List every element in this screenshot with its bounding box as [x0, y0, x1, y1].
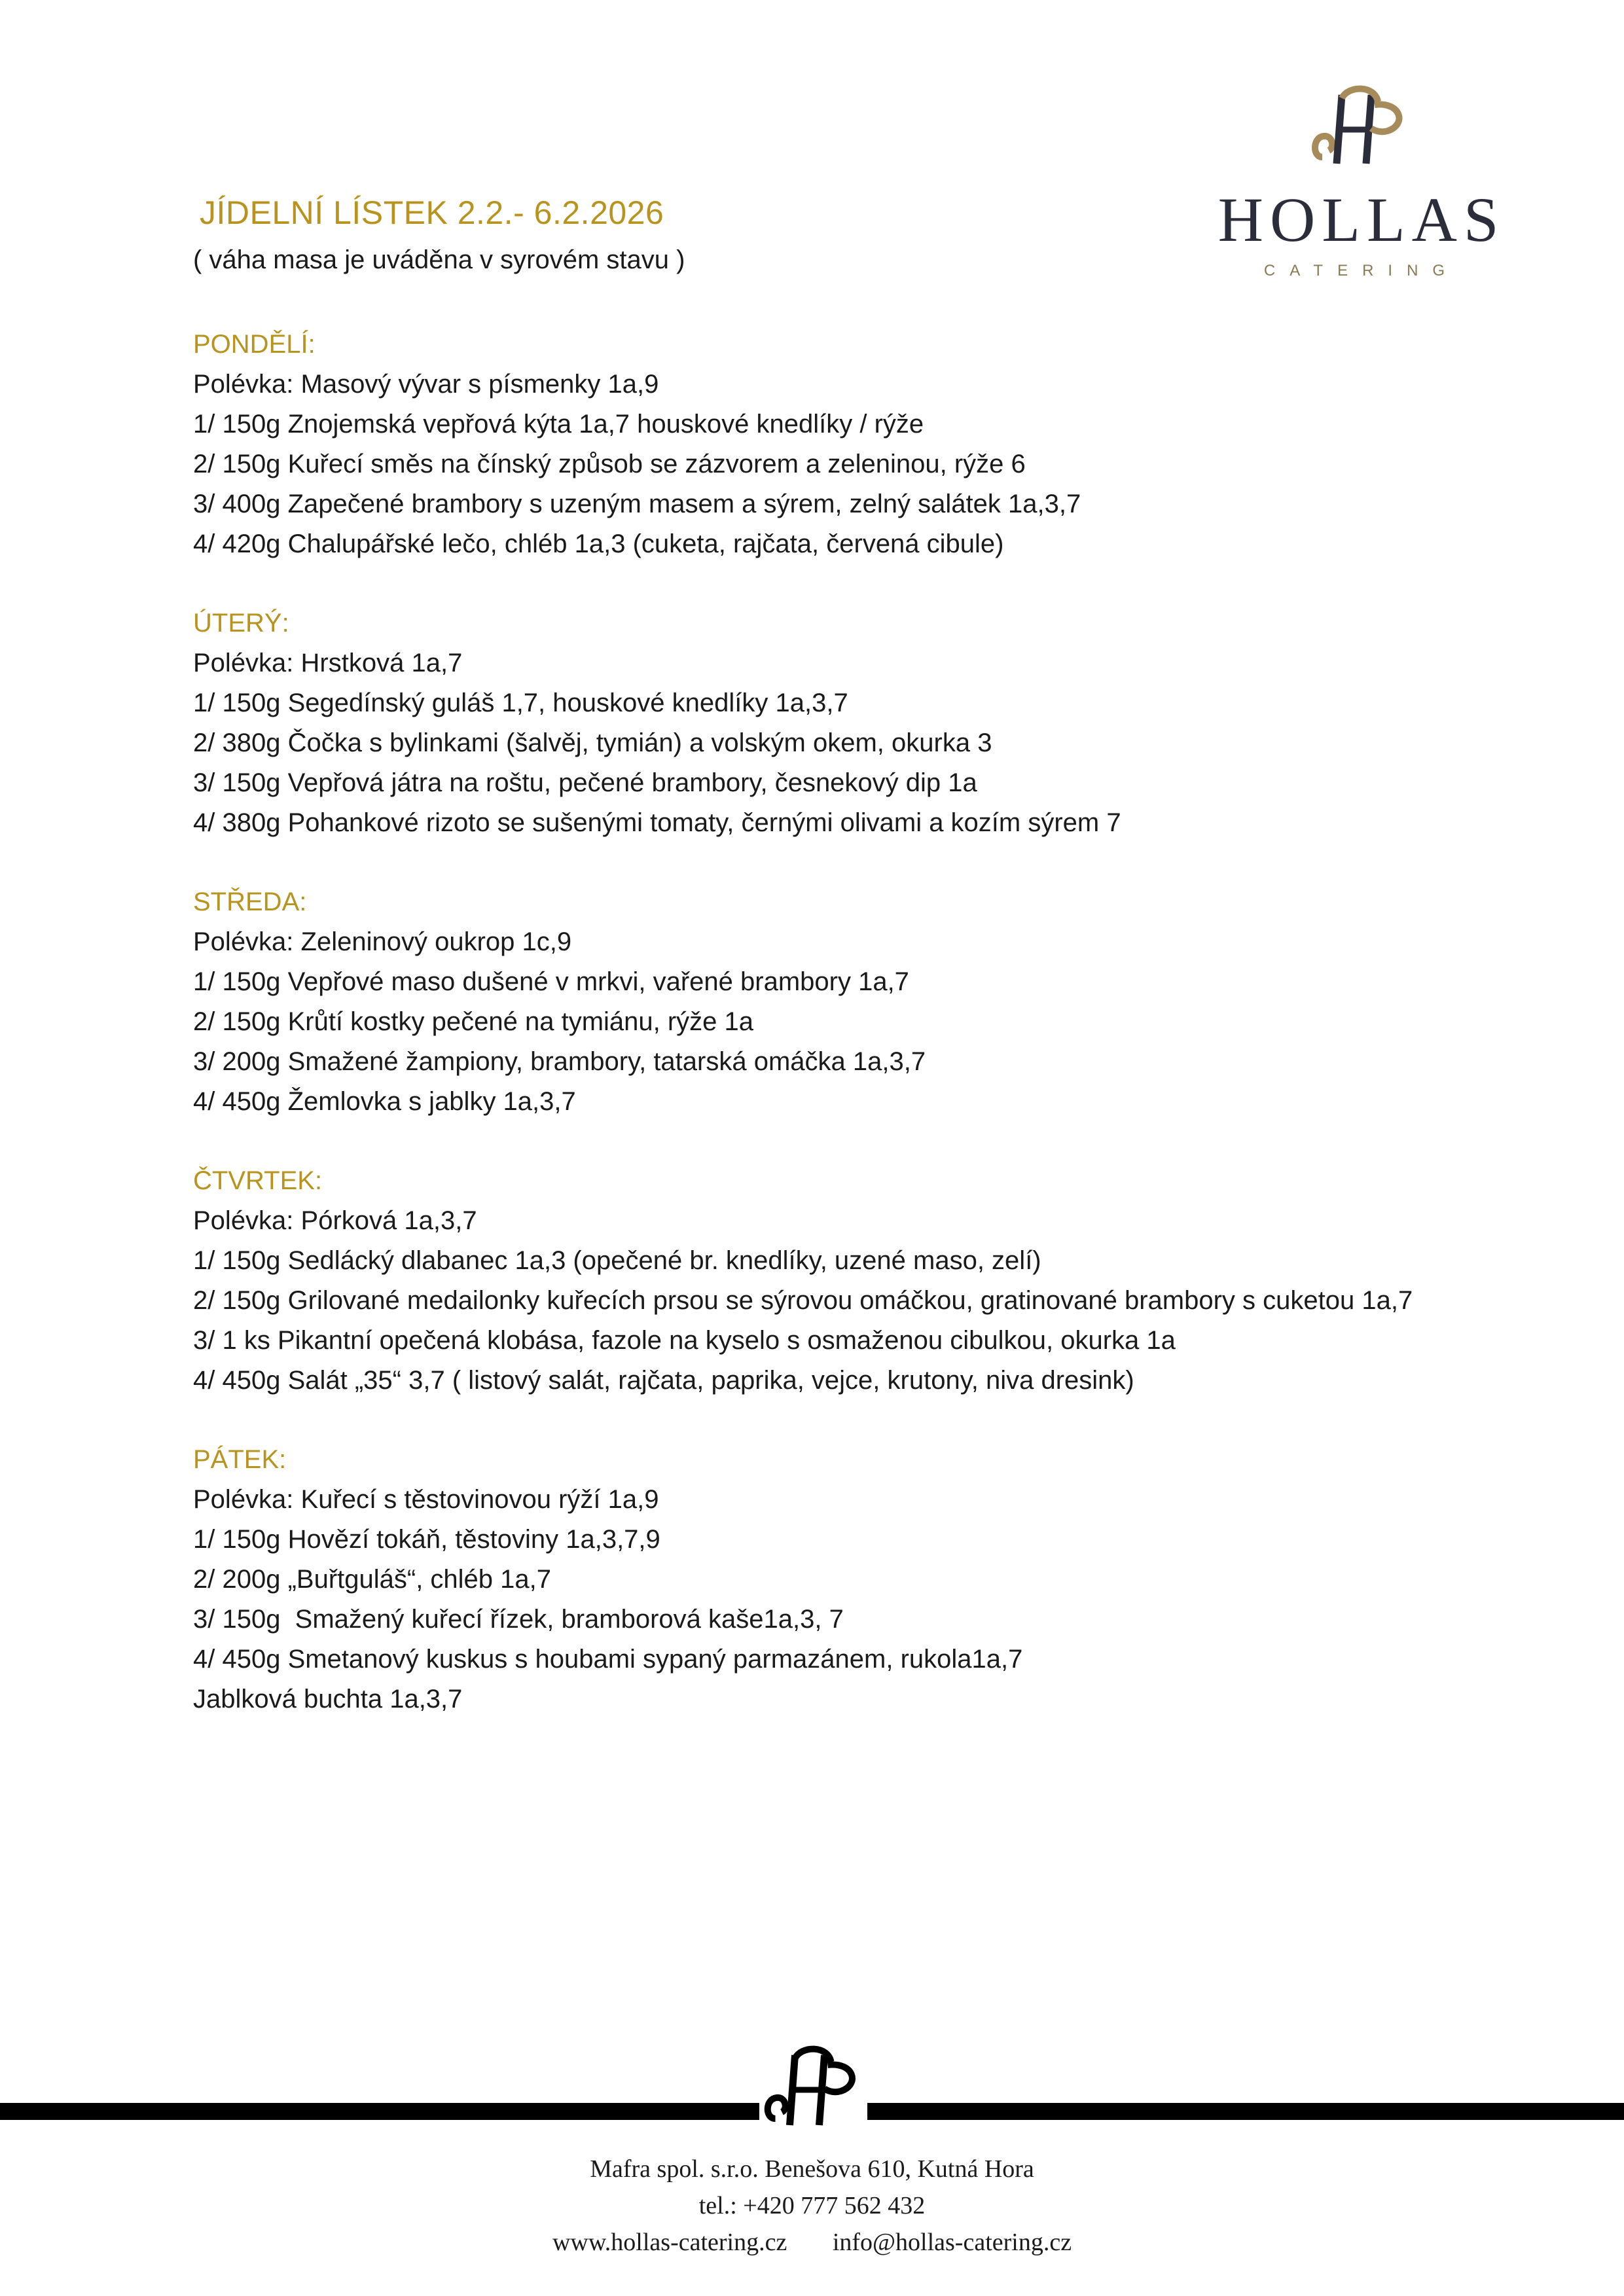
menu-item: 2/ 150g Krůtí kostky pečené na tymiánu, rýže 1a — [193, 1007, 754, 1036]
footer-monogram-icon — [759, 2045, 867, 2140]
logo-subtitle: CATERING — [1263, 262, 1460, 279]
hollas-logo — [1218, 79, 1506, 288]
menu-item: Polévka: Masový vývar s písmenky 1a,9 — [193, 370, 659, 399]
menu-item: 4/ 420g Chalupářské lečo, chléb 1a,3 (cuketa, rajčata, červená cibule) — [193, 529, 1004, 558]
menu-item: 1/ 150g Segedínský guláš 1,7, houskové knedlíky 1a,3,7 — [193, 689, 848, 717]
day-name: PÁTEK: — [193, 1445, 287, 1474]
menu-item: 1/ 150g Znojemská vepřová kýta 1a,7 houskové knedlíky / rýže — [193, 410, 924, 439]
logo-wordmark: HOLLAS — [1218, 185, 1506, 255]
day-monday — [193, 325, 1502, 564]
menu-item: 2/ 380g Čočka s bylinkami (šalvěj, tymián) a volským okem, okurka 3 — [193, 728, 992, 757]
day-name: ÚTERÝ: — [193, 609, 289, 637]
day-friday — [193, 1440, 1502, 1719]
day-wednesday — [193, 882, 1502, 1122]
menu-item: 1/ 150g Sedlácký dlabanec 1a,3 (opečené br. knedlíky, uzené maso, zelí) — [193, 1246, 1041, 1275]
menu-item: Polévka: Pórková 1a,3,7 — [193, 1206, 477, 1235]
day-name: ČTVRTEK: — [193, 1166, 323, 1195]
hollas-monogram-icon — [1309, 85, 1414, 177]
menu-item: 4/ 380g Pohankové rizoto se sušenými tomaty, černými olivami a kozím sýrem 7 — [193, 808, 1121, 837]
menu-item: 3/ 150g Smažený kuřecí řízek, bramborová kaše1a,3, 7 — [193, 1605, 844, 1634]
day-name: STŘEDA: — [193, 888, 307, 916]
footer-contacts — [0, 2228, 1624, 2257]
footer-website-link[interactable]: www.hollas-catering.cz — [552, 2229, 787, 2256]
footer-email-link[interactable]: info@hollas-catering.cz — [832, 2229, 1072, 2256]
menu-item: 4/ 450g Salát „35“ 3,7 ( listový salát, rajčata, paprika, vejce, krutony, niva dresink) — [193, 1366, 1134, 1395]
footer-address: Mafra spol. s.r.o. Benešova 610, Kutná Hora — [590, 2155, 1034, 2183]
menu-item: 2/ 150g Kuřecí směs na čínský způsob se zázvorem a zeleninou, rýže 6 — [193, 450, 1026, 478]
day-name: PONDĚLÍ: — [193, 330, 316, 359]
day-thursday — [193, 1161, 1502, 1401]
day-tuesday — [193, 603, 1502, 843]
footer-phone: tel.: +420 777 562 432 — [698, 2192, 926, 2219]
menu-item: 3/ 200g Smažené žampiony, brambory, tatarská omáčka 1a,3,7 — [193, 1047, 926, 1076]
menu-item: Jablková buchta 1a,3,7 — [193, 1685, 463, 1713]
menu-item: 3/ 400g Zapečené brambory s uzeným masem a sýrem, zelný salátek 1a,3,7 — [193, 490, 1081, 518]
menu-item: 1/ 150g Hovězí tokáň, těstoviny 1a,3,7,9 — [193, 1525, 660, 1554]
page-title: JÍDELNÍ LÍSTEK 2.2.- 6.2.2026 — [200, 194, 664, 231]
menu-item: 2/ 150g Grilované medailonky kuřecích prsou se sýrovou omáčkou, gratinované brambory s cuketou 1a,7 — [193, 1286, 1413, 1315]
menu-item: Polévka: Hrstková 1a,7 — [193, 649, 463, 677]
menu-item: 3/ 150g Vepřová játra na roštu, pečené brambory, česnekový dip 1a — [193, 768, 977, 797]
menu-item: 2/ 200g „Buřtguláš“, chléb 1a,7 — [193, 1565, 552, 1594]
weekly-menu — [193, 325, 1502, 1759]
menu-item: 4/ 450g Žemlovka s jablky 1a,3,7 — [193, 1087, 576, 1116]
menu-item: 3/ 1 ks Pikantní opečená klobása, fazole na kyselo s osmaženou cibulkou, okurka 1a — [193, 1326, 1176, 1355]
menu-item: Polévka: Zeleninový oukrop 1c,9 — [193, 927, 572, 956]
menu-item: Polévka: Kuřecí s těstovinovou rýží 1a,9 — [193, 1485, 659, 1514]
footer-divider-left — [0, 2103, 759, 2120]
page-subtitle: ( váha masa je uváděna v syrovém stavu ) — [193, 245, 685, 274]
menu-item: 4/ 450g Smetanový kuskus s houbami sypaný parmazánem, rukola1a,7 — [193, 1645, 1023, 1674]
menu-item: 1/ 150g Vepřové maso dušené v mrkvi, vařené brambory 1a,7 — [193, 967, 909, 996]
footer-divider-right — [867, 2103, 1624, 2120]
